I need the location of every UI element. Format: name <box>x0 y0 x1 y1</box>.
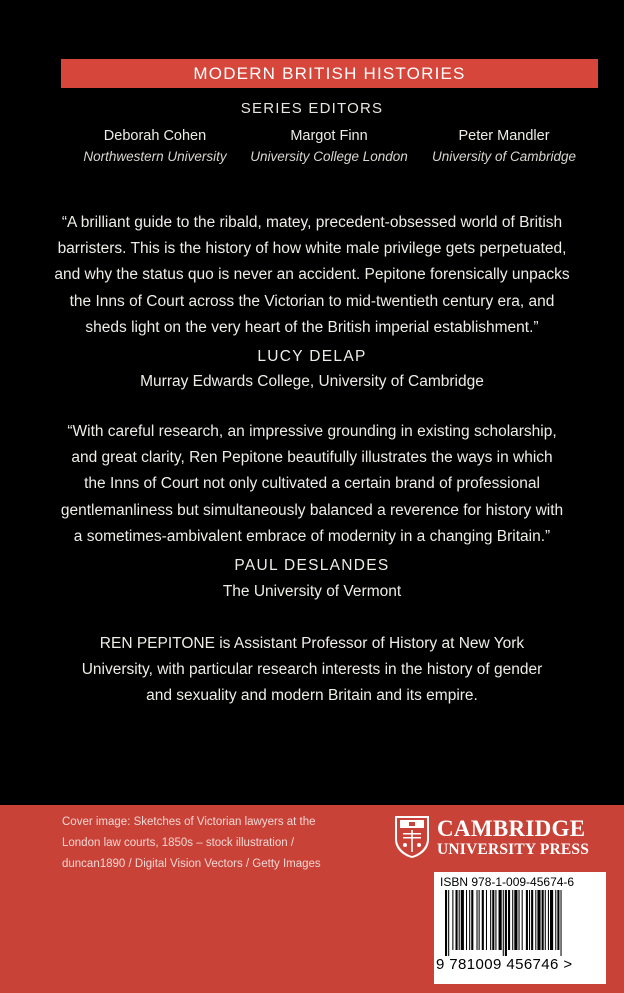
barcode-bar <box>542 890 544 950</box>
barcode-digits: 9 781009 456746 > <box>436 956 573 973</box>
quote-line: and why the status quo is never an accident. Pepitone forensically unpacks <box>54 266 570 284</box>
editor-margot-finn <box>239 128 419 164</box>
endorser-name-2: PAUL DESLANDES <box>234 557 390 574</box>
barcode-bar <box>456 890 458 950</box>
barcode-bar <box>479 890 480 950</box>
barcode-bar <box>512 890 513 950</box>
barcode-bar <box>531 890 533 950</box>
barcode-bars <box>441 890 599 956</box>
barcode-bar <box>461 890 464 950</box>
endorser-affiliation-1: Murray Edwards College, University of Cambridge <box>140 373 484 390</box>
editor-name: Deborah Cohen <box>103 128 207 144</box>
publisher-logo <box>394 815 604 863</box>
credit-line: Cover image: Sketches of Victorian lawyers at the <box>62 816 316 828</box>
barcode-bar <box>495 890 496 950</box>
barcode-bar <box>508 890 510 950</box>
barcode-bar <box>537 890 540 950</box>
quote-line: “With careful research, an impressive grounding in existing scholarship, <box>67 423 557 440</box>
cover-credit <box>62 812 342 875</box>
barcode-bar <box>522 890 523 950</box>
barcode-bar <box>555 890 556 950</box>
barcode-bar <box>469 890 470 950</box>
barcode-bar <box>499 890 502 950</box>
quote-line: the Inns of Court not only cultivated a certain brand of professional <box>84 475 540 493</box>
bio-line: University, with particular research interests in the history of gender <box>81 661 543 679</box>
isbn-label: ISBN 978-1-009-45674-6 <box>440 875 575 889</box>
series-editors-heading: SERIES EDITORS <box>240 100 384 117</box>
endorser-affiliation-2: The University of Vermont <box>222 583 402 600</box>
editor-affiliation: University College London <box>250 149 408 164</box>
quote-line: “A brilliant guide to the ribald, matey, precedent-obsessed world of British <box>61 214 563 231</box>
barcode-bar <box>548 890 549 950</box>
publisher-name: CAMBRIDGE <box>437 816 586 841</box>
endorsement-quote-1 <box>52 210 572 341</box>
endorser-name-1: LUCY DELAP <box>257 348 367 365</box>
barcode-bar <box>545 890 546 950</box>
barcode-bar <box>486 890 487 950</box>
barcode-bar <box>490 890 491 950</box>
editor-affiliation: University of Cambridge <box>431 149 577 164</box>
editor-deborah-cohen <box>65 128 245 164</box>
bio-line: REN PEPITONE is Assistant Professor of History at New York <box>99 635 525 652</box>
isbn-barcode <box>434 872 606 984</box>
endorsement-quote-2 <box>52 419 572 550</box>
barcode-bar <box>519 890 520 950</box>
series-editors <box>0 128 624 172</box>
credit-line: duncan1890 / Digital Vision Vectors / Getty Images <box>62 858 321 870</box>
barcode-bar <box>550 890 553 950</box>
barcode-bar <box>535 890 536 950</box>
barcode-bar <box>452 890 453 950</box>
editor-name: Margot Finn <box>290 128 368 144</box>
barcode-bar <box>492 890 494 950</box>
credit-line: London law courts, 1850s – stock illustration / <box>62 837 295 849</box>
editor-affiliation: Northwestern University <box>83 149 227 164</box>
barcode-bar <box>514 890 517 950</box>
author-bio <box>62 631 562 710</box>
barcode-bar <box>477 890 478 950</box>
barcode-bar <box>466 890 467 950</box>
editor-name: Peter Mandler <box>458 128 550 144</box>
barcode-bar <box>482 890 484 950</box>
quote-line: sheds light on the very heart of the British imperial establishment.” <box>85 318 539 336</box>
barcode-bar <box>448 890 449 956</box>
bio-line: and sexuality and modern Britain and its empire. <box>146 687 478 705</box>
barcode-bar <box>459 890 460 950</box>
quote-line: and great clarity, Ren Pepitone beautifully illustrates the ways in which <box>71 449 553 467</box>
barcode-bar <box>529 890 530 950</box>
editor-peter-mandler <box>414 128 594 164</box>
cambridge-shield-icon <box>394 815 430 859</box>
barcode-bar <box>471 890 473 950</box>
publisher-subname: UNIVERSITY PRESS <box>437 841 590 858</box>
barcode-bar <box>526 890 528 950</box>
barcode-bar <box>557 890 559 950</box>
series-banner: MODERN BRITISH HISTORIES <box>61 59 598 88</box>
barcode-bar <box>505 890 507 956</box>
barcode-bar <box>445 890 447 956</box>
quote-line: the Inns of Court across the Victorian to mid-twentieth century era, and <box>69 292 555 310</box>
quote-line: barristers. This is the history of how white male privilege gets perpetuated, <box>57 240 567 258</box>
quote-line: a sometimes-ambivalent embrace of modernity in a changing Britain.” <box>73 527 551 545</box>
barcode-bar <box>503 890 504 956</box>
quote-line: gentlemanliness but simultaneously balanced a reverence for history with <box>60 501 564 519</box>
barcode-bar <box>561 890 562 956</box>
